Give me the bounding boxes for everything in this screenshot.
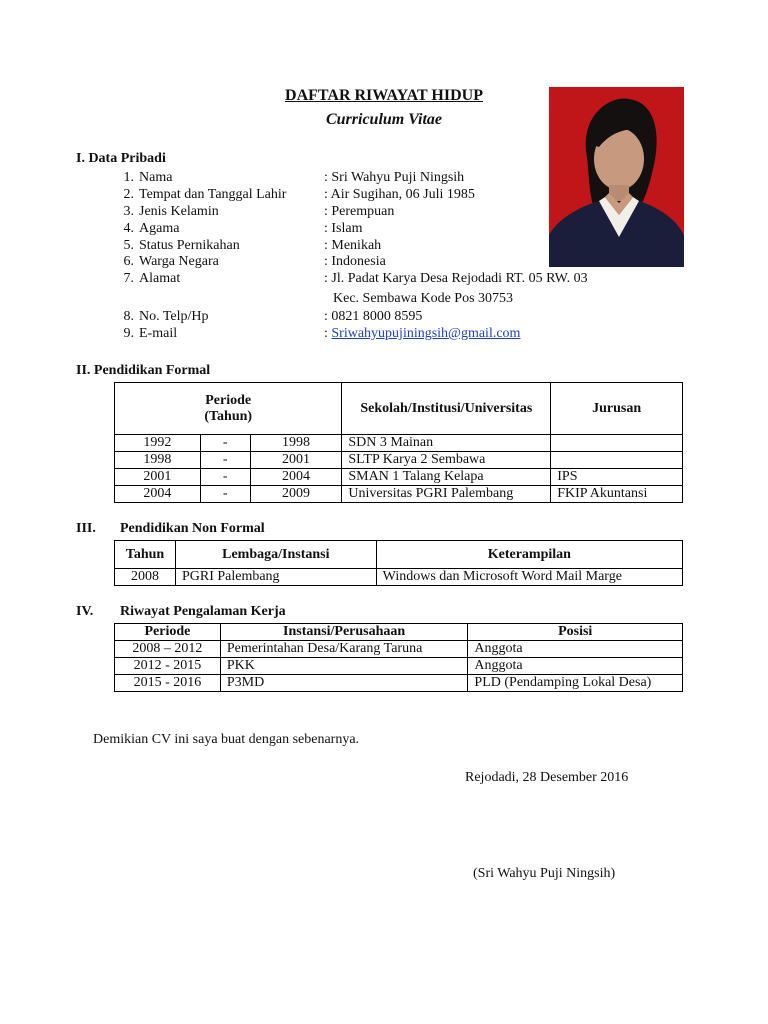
section-personal-heading: I. Data Pribadi [76,151,166,166]
list-item: 4. Agama : Islam [123,221,363,236]
nonformal-education-table [114,540,683,586]
table-row: 2015 - 2016 P3MD PLD (Pendamping Lokal Desa) [115,675,683,692]
list-item: 2. Tempat dan Tanggal Lahir : Air Sugihan, 06 Juli 1985 [123,187,475,202]
list-item: 9. E-mail : Sriwahyupujiningsih@gmail.com [123,326,521,341]
page-title: DAFTAR RIWAYAT HIDUP [285,87,483,104]
table-row: 1992 - 1998 SDN 3 Mainan [115,435,683,452]
list-item-continuation: Kec. Sembawa Kode Pos 30753 [333,291,514,306]
table-header-row: Periode Instansi/Perusahaan Posisi [115,624,683,641]
table-row: 2008 – 2012 Pemerintahan Desa/Karang Taruna Anggota [115,641,683,658]
table-row: 1998 - 2001 SLTP Karya 2 Sembawa [115,452,683,469]
header-sekolah: Sekolah/Institusi/Universitas [342,383,551,435]
place-date: Rejodadi, 28 Desember 2016 [465,770,629,785]
header-jurusan: Jurusan [551,383,683,435]
list-item: 3. Jenis Kelamin : Perempuan [123,204,395,219]
list-item: 8. No. Telp/Hp : 0821 8000 8595 [123,309,423,324]
page-subtitle: Curriculum Vitae [325,111,443,128]
work-experience-table [114,623,683,692]
list-item: 6. Warga Negara : Indonesia [123,254,386,269]
table-row: 2008 PGRI Palembang Windows dan Microsoft Word Mail Marge [115,569,683,586]
list-item: 7. Alamat : Jl. Padat Karya Desa Rejodadi RT. 05 RW. 03 [123,271,588,286]
header-periode: Periode (Tahun) [115,383,342,435]
table-header-row [115,383,683,435]
formal-education-table [114,382,683,503]
section-work-heading: Riwayat Pengalaman Kerja [120,604,286,619]
list-item: 1. Nama : Sri Wahyu Puji Ningsih [123,170,465,185]
section-formal-heading: II. Pendidikan Formal [76,363,211,378]
section-nonformal-heading: Pendidikan Non Formal [120,521,265,536]
closing-statement: Demikian CV ini saya buat dengan sebenarnya. [93,732,360,747]
section-work-numeral: IV. [76,604,94,619]
table-row: 2012 - 2015 PKK Anggota [115,658,683,675]
list-item: 5. Status Pernikahan : Menikah [123,238,382,253]
table-row: 2004 - 2009 Universitas PGRI Palembang FKIP Akuntansi [115,486,683,503]
table-row: 2001 - 2004 SMAN 1 Talang Kelapa IPS [115,469,683,486]
table-header-row: Tahun Lembaga/Instansi Keterampilan [115,541,683,569]
email-link[interactable]: Sriwahyupujiningsih@gmail.com [331,326,521,341]
signature-name: (Sri Wahyu Puji Ningsih) [473,866,616,881]
section-nonformal-numeral: III. [76,521,96,536]
